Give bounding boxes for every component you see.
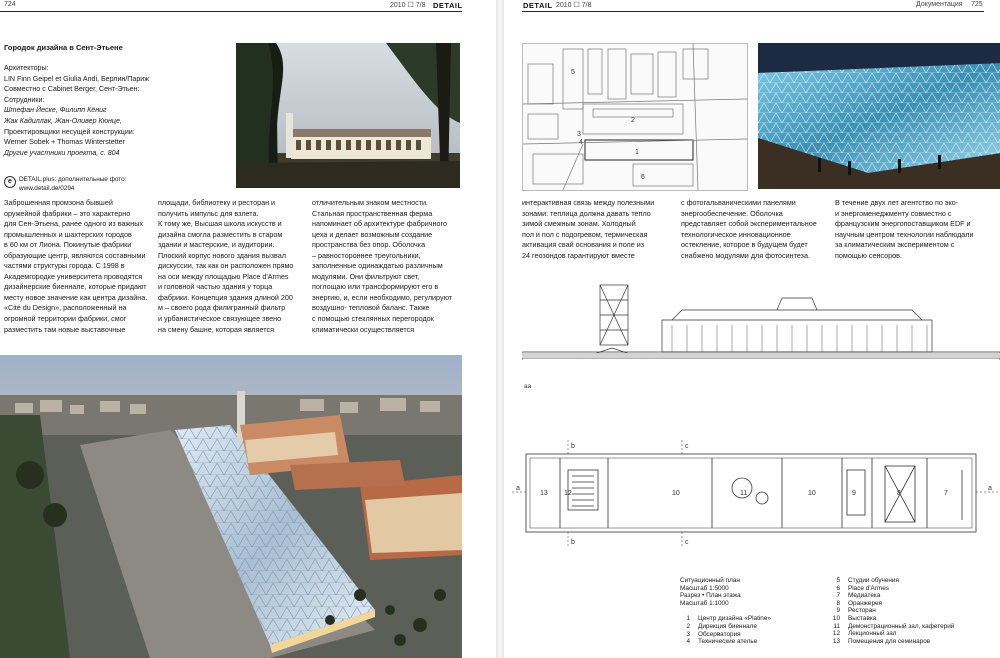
text-column-6 bbox=[835, 198, 973, 261]
text-column-4 bbox=[522, 198, 654, 261]
section-marker-c: c bbox=[685, 539, 689, 546]
text-line: цеха и делает возможным создание bbox=[312, 229, 433, 239]
site-plan-number: 5 bbox=[571, 69, 575, 76]
text-line: научным центром технологии наблюдали bbox=[835, 229, 974, 239]
caption-line: Масштаб 1:5000 bbox=[680, 584, 729, 592]
text-line: огромной территории фабрики, смог bbox=[4, 314, 127, 324]
text-line: интерактивная связь между полезными bbox=[522, 198, 655, 207]
text-line: представляет собой экспериментальное bbox=[681, 219, 817, 229]
text-line: пол и пол с подогревом, термическая bbox=[522, 229, 648, 239]
section-marker-b: b bbox=[571, 443, 575, 450]
text-line: месту новое значение как центра дизайна. bbox=[4, 292, 148, 302]
text-line: «Cité du Design», расположенный на bbox=[4, 303, 127, 313]
text-line: энергию, и, если необходимо, регулируют bbox=[312, 292, 453, 302]
room-number: 12 bbox=[564, 490, 572, 497]
section-label-aa: aa bbox=[524, 383, 532, 390]
detail-plus-text: DETAIL.plus: дополнительные фото: bbox=[19, 176, 127, 183]
text-line: пространства без опор. Оболочка bbox=[312, 240, 426, 250]
issue-label-left: 2010 ☐ 7/8 bbox=[390, 2, 426, 9]
drawing-caption bbox=[680, 577, 771, 646]
page-number-left: 724 bbox=[4, 1, 16, 8]
text-line: зимой смежным зонам. Холодный bbox=[522, 219, 636, 229]
legend-item: 4 Технические ателье bbox=[686, 638, 758, 646]
text-line: В течение двух лет агентство по эко- bbox=[835, 198, 959, 207]
text-line: дискуссии, так как он расположен прямо bbox=[158, 261, 294, 271]
text-line: заполненные одинаждатью различным bbox=[312, 261, 443, 271]
legend-right bbox=[830, 577, 954, 645]
text-line: площади, библиотеку и ресторан и bbox=[158, 198, 276, 207]
header-rule bbox=[0, 11, 462, 12]
text-line: Плоский корпус нового здания вызвал bbox=[158, 250, 286, 260]
text-line: промышленных и шахтерских городов bbox=[4, 229, 132, 239]
credit-line: Архитекторы: bbox=[4, 64, 49, 72]
text-line: с помощью стеклянных перегородок bbox=[312, 314, 434, 324]
site-plan-number: 1 bbox=[635, 149, 639, 156]
legend-item: 11 Демонстрационный зал, кафетерий bbox=[833, 622, 955, 630]
text-line: частями структуры города. С 1998 в bbox=[4, 261, 125, 271]
text-line: и урбанистическое связующее звено bbox=[158, 314, 282, 324]
caption-line: Ситуационный план bbox=[680, 577, 740, 584]
issue-label-right: 2010 ☐ 7/8 bbox=[556, 2, 592, 9]
detail-plus-link[interactable]: www.detail.de/0294 bbox=[19, 184, 75, 192]
section-marker-a: a bbox=[988, 485, 992, 492]
text-line: воздушно- тепловой баланс. Также bbox=[312, 303, 430, 313]
text-line: остекление, которое в будущем будет bbox=[681, 240, 808, 250]
text-line: активация свай основания и поле из bbox=[522, 240, 645, 250]
text-line: для Сен-Этьена, ранее одного из важных bbox=[4, 219, 143, 229]
page-gutter bbox=[496, 0, 504, 658]
detail-plus-icon: e bbox=[4, 176, 16, 188]
text-line: Стальная пространственная ферма bbox=[312, 208, 433, 218]
text-line: и энергоменеджменту совместно с bbox=[835, 208, 952, 218]
text-line: снабжено модулями для фотосинтеза. bbox=[681, 250, 810, 260]
text-line: напоминает об архитектуре фабричного bbox=[312, 219, 447, 229]
photo-night-facade bbox=[758, 43, 1000, 189]
photo-historic-building bbox=[236, 43, 460, 188]
site-plan-number: 2 bbox=[631, 117, 635, 124]
text-line: помощью сенсоров. bbox=[835, 250, 902, 260]
room-number: 7 bbox=[944, 490, 948, 497]
text-line: модулями. Они фильтруют свет, bbox=[312, 271, 420, 281]
text-line: разместить там новые выставочные bbox=[4, 324, 126, 334]
text-line: м – своего рода филигранный фильтр bbox=[158, 303, 286, 313]
room-number: 8 bbox=[897, 490, 901, 497]
section-marker-b: b bbox=[571, 539, 575, 546]
legend-item: 6 Place d'Armes bbox=[836, 584, 889, 592]
legend-item: 3 Обсерватория bbox=[686, 630, 741, 638]
text-line: климатически осуществляется bbox=[312, 324, 415, 334]
text-line: и головной частью здания у торца bbox=[158, 282, 273, 292]
room-number: 9 bbox=[852, 490, 856, 497]
site-plan-number: 4 bbox=[579, 139, 583, 146]
legend-item: 12 Лекционный зал bbox=[832, 630, 897, 638]
text-line: поглощаю или трансформируют его в bbox=[312, 282, 439, 292]
text-column-1 bbox=[4, 198, 147, 335]
left-page bbox=[0, 0, 496, 658]
credit-line: Werner Sobek + Thomas Winterstetter bbox=[4, 138, 125, 147]
credit-line: Штефан Йеске, Филипп Кёниг bbox=[4, 106, 107, 115]
text-line: образующие центр, являются составными bbox=[4, 250, 146, 260]
legend-item: 5 Студии обучения bbox=[836, 577, 899, 584]
legend-item: 10 Выставка bbox=[832, 614, 877, 622]
room-number: 13 bbox=[540, 490, 548, 497]
text-line: здании и мастерские, и аудитории. bbox=[158, 240, 275, 250]
text-line: на оси между площадью Place d'Armes bbox=[158, 271, 289, 281]
site-plan-number: 3 bbox=[577, 131, 581, 138]
text-line: с фотогальваническими панелями bbox=[681, 198, 796, 207]
right-page bbox=[504, 0, 1000, 658]
legend-item: 8 Оранжерея bbox=[836, 599, 883, 607]
text-line: К тому же, Высшая школа искусств и bbox=[158, 219, 282, 229]
section-label: Документация bbox=[916, 1, 963, 8]
text-column-2 bbox=[158, 198, 293, 335]
credit-line: LIN Finn Geipel et Giulia Andi, Берлин/Париж bbox=[4, 74, 149, 83]
caption-line: Разрез • План этажа bbox=[680, 592, 741, 600]
credit-line: Другие участники проекта, с. 804 bbox=[4, 148, 120, 157]
site-plan-number: 6 bbox=[641, 174, 645, 181]
text-line: за климатическим экспериментом с bbox=[835, 240, 955, 250]
text-line: оружейной фабрики – это характерно bbox=[4, 208, 131, 218]
legend-item: 13 Помещения для семинаров bbox=[832, 637, 931, 645]
text-line: – равностороннее треугольники, bbox=[312, 250, 421, 260]
text-line: на смену башне, которая является bbox=[158, 324, 274, 334]
text-line: в 60 км от Лиона. Покинутые фабрики bbox=[4, 240, 132, 250]
text-line: дизайна смогла разместить в старом bbox=[158, 229, 283, 239]
text-line: 24 геозондов гарантируют вместе bbox=[522, 250, 635, 260]
text-column-3 bbox=[312, 198, 452, 335]
header-rule bbox=[522, 11, 984, 12]
section-marker-a: a bbox=[516, 485, 520, 492]
text-column-5 bbox=[681, 198, 817, 261]
legend-item: 7 Медиатека bbox=[836, 592, 881, 600]
detail-plus-note bbox=[4, 176, 127, 193]
credit-line: Проектировщики несущей конструкции: bbox=[4, 127, 135, 136]
text-line: отличительным знаком местности. bbox=[312, 198, 429, 207]
caption-line: Масштаб 1:1000 bbox=[680, 599, 729, 607]
section-marker-c: c bbox=[685, 443, 689, 450]
room-number: 11 bbox=[740, 490, 748, 497]
text-line: французским энергопоставщиком EDF и bbox=[835, 219, 971, 229]
legend-item: 2 Дирекция биеннале bbox=[686, 622, 757, 630]
photo-aerial-view bbox=[0, 355, 462, 658]
credit-line: Жак Кадиллак, Жан-Оливер Кюнце, bbox=[4, 116, 122, 125]
room-number: 10 bbox=[672, 490, 680, 497]
text-line: дизайнерские биеннале, которые придают bbox=[4, 282, 147, 292]
page-number-right: 725 bbox=[971, 1, 983, 8]
text-line: энергообеспечение. Оболочка bbox=[681, 208, 783, 218]
room-number: 10 bbox=[808, 490, 816, 497]
text-line: фабрики. Концепция здания длиной 200 bbox=[158, 292, 293, 302]
article-title: Городок дизайна в Сент-Этьене bbox=[4, 43, 123, 52]
text-line: технологическое инновационное bbox=[681, 229, 791, 239]
legend-item: 1 Центр дизайна «Platine» bbox=[686, 615, 771, 623]
legend-item: 9 Ресторан bbox=[836, 607, 876, 615]
text-line: зонами: теплица должна давать тепло bbox=[522, 208, 651, 218]
section-drawing bbox=[522, 280, 1000, 390]
text-line: получить импульс для взлета. bbox=[158, 208, 259, 218]
floor-plan bbox=[512, 440, 1000, 546]
credit-line: Сотрудники: bbox=[4, 95, 45, 104]
text-line: Академгородке университета проводятся bbox=[4, 271, 143, 281]
text-line: Заброшенная промзона бывшей bbox=[4, 198, 113, 207]
credit-line: Совместно с Cabinet Berger, Сент-Этьен: bbox=[4, 85, 140, 94]
site-plan bbox=[522, 43, 748, 191]
credits-block bbox=[4, 63, 229, 158]
brand-logo-left: DETAIL bbox=[433, 1, 463, 10]
brand-logo-right: DETAIL bbox=[523, 1, 553, 10]
